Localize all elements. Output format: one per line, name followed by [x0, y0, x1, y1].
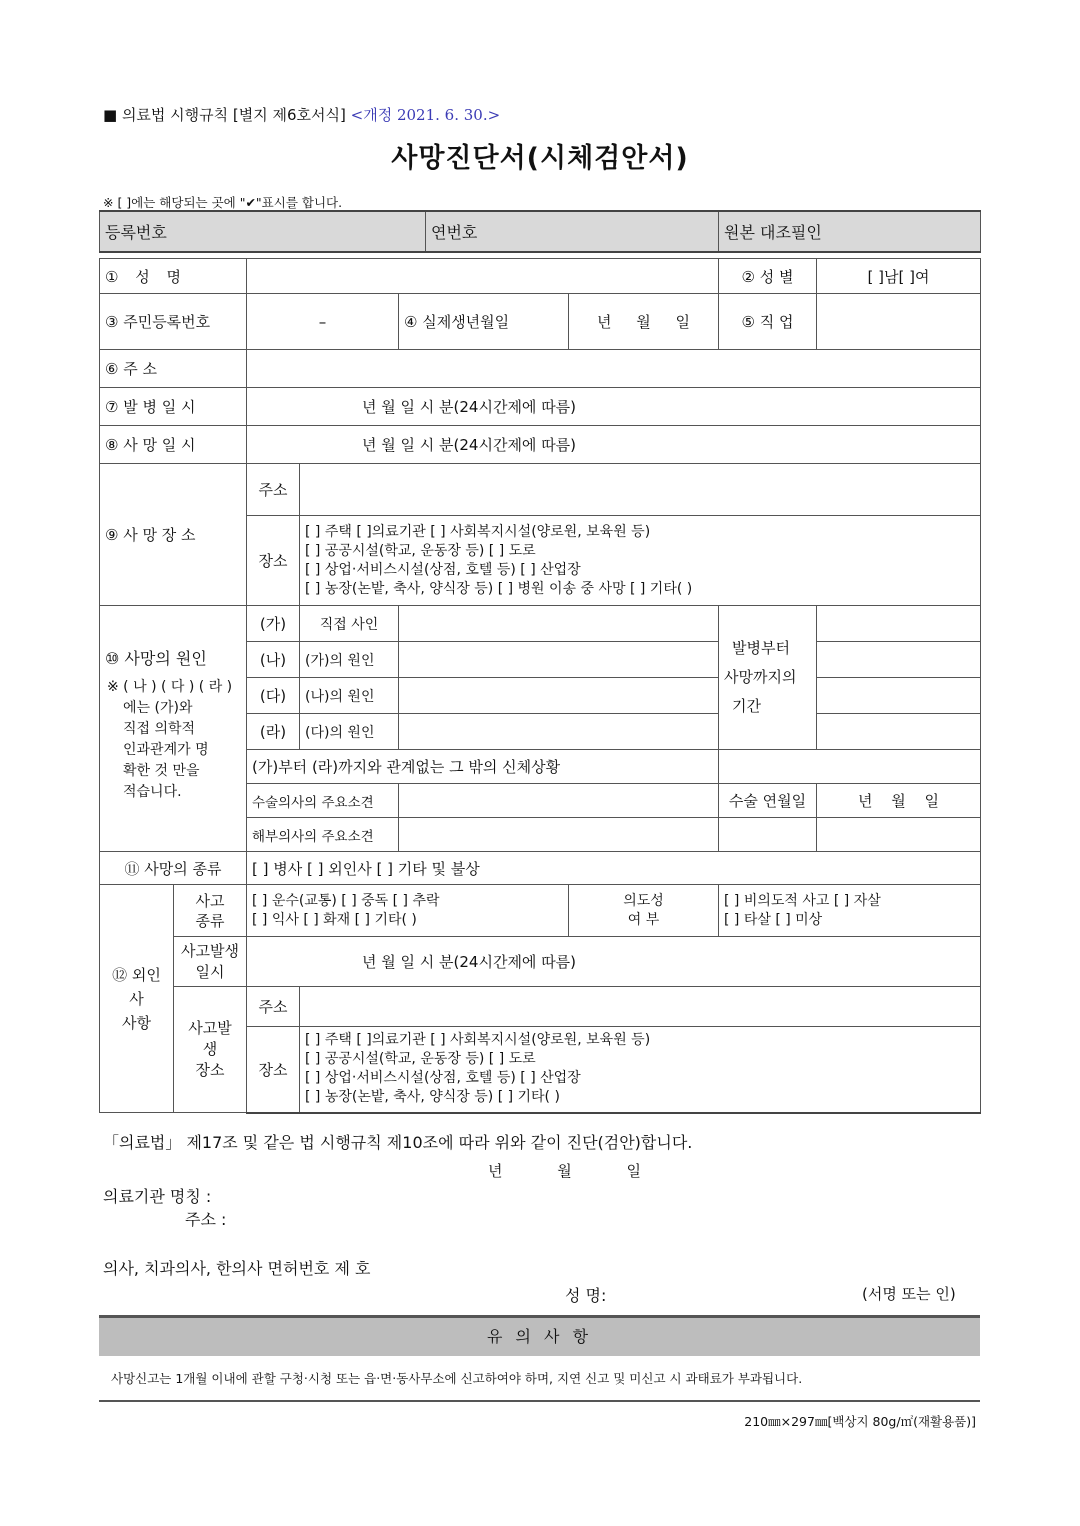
job-field[interactable]	[817, 294, 981, 350]
duration-label: 발병부터 사망까지의 기간	[719, 606, 817, 750]
address-label: ⑥ 주 소	[100, 350, 247, 388]
caution-text: 사망신고는 1개월 이내에 관할 구청‧시청 또는 읍‧면‧동사무소에 신고하여야 하며, 지연 신고 및 미신고 시 과태료가 부과됩니다.	[99, 1356, 980, 1402]
cause-field-a[interactable]	[399, 606, 719, 642]
death-time-field[interactable]: 년 월 일 시 분(24시간제에 따름)	[247, 426, 981, 464]
cause-key-c: (다)	[247, 678, 300, 714]
paper-spec: 210㎜×297㎜[백상지 80g/㎡(재활용품)]	[744, 1414, 976, 1429]
serial-no-field[interactable]: 연번호	[426, 211, 719, 252]
rrn-field[interactable]: –	[247, 294, 399, 350]
sex-options[interactable]: [ ]남[ ]여	[817, 259, 981, 294]
accident-addr-field[interactable]	[300, 987, 981, 1027]
duration-field-b[interactable]	[817, 642, 981, 678]
cause-field-d[interactable]	[399, 714, 719, 750]
birth-label: ④ 실제생년월일	[399, 294, 569, 350]
accident-time-field[interactable]: 년 월 일 시 분(24시간제에 따름)	[247, 937, 981, 987]
accident-place-options[interactable]: [ ] 주택 [ ]의료기관 [ ] 사회복지시설(양로원, 보육원 등) [ ] 공공시설(학교, 운동장 등) [ ] 도로 [ ] 상업‧서비스시설(상점, 호텔 등) [ ] 산업장 [ ] 농장(논밭, 축사, 양식장 등) [ ] 기타( )	[300, 1027, 981, 1113]
other-condition-label: (가)부터 (라)까지와 관계없는 그 밖의 신체상황	[247, 750, 719, 784]
accident-type-label: 사고 종류	[174, 885, 247, 937]
cause-label-block	[100, 606, 247, 852]
death-type-label: ⑪ 사망의 종류	[100, 852, 247, 885]
autopsy-blank-a	[719, 818, 817, 852]
birth-field[interactable]: 년 월 일	[569, 294, 719, 350]
page-title: 사망진단서(시체검안서)	[391, 143, 689, 174]
cause-key-b: (나)	[247, 642, 300, 678]
accident-addr-label: 주소	[247, 987, 300, 1027]
cause-field-c[interactable]	[399, 678, 719, 714]
death-time-label: ⑧ 사 망 일 시	[100, 426, 247, 464]
institution-name-label: 의료기관 명칭 :	[103, 1187, 212, 1206]
caution-title: 유 의 사 항	[99, 1315, 980, 1356]
main-form	[99, 258, 981, 1114]
duration-field-c[interactable]	[817, 678, 981, 714]
cause-text-b: (가)의 원인	[300, 642, 399, 678]
issue-date[interactable]: 년 월 일	[488, 1162, 642, 1180]
autopsy-blank-b	[817, 818, 981, 852]
duration-field-d[interactable]	[817, 714, 981, 750]
reg-no-field[interactable]: 등록번호	[100, 211, 426, 252]
cause-text-c: (나)의 원인	[300, 678, 399, 714]
cause-key-a: (가)	[247, 606, 300, 642]
accident-type-options[interactable]: [ ] 운수(교통) [ ] 중독 [ ] 추락 [ ] 익사 [ ] 화재 [ ] 기타( )	[247, 885, 569, 937]
institution-addr-label: 주소 :	[185, 1210, 227, 1229]
death-place-addr-field[interactable]	[300, 464, 981, 516]
death-place-options[interactable]: [ ] 주택 [ ]의료기관 [ ] 사회복지시설(양로원, 보육원 등) [ ] 공공시설(학교, 운동장 등) [ ] 도로 [ ] 상업‧서비스시설(상점, 호텔 등) [ ] 산업장 [ ] 농장(논밭, 축사, 양식장 등) [ ] 병원 이송 중 사망 [ ] 기타( )	[300, 516, 981, 606]
sex-label: ② 성 별	[719, 259, 817, 294]
onset-label: ⑦ 발 병 일 시	[100, 388, 247, 426]
death-place-addr-label: 주소	[247, 464, 300, 516]
death-place-type-label: 장소	[247, 516, 300, 606]
rrn-label: ③ 주민등록번호	[100, 294, 247, 350]
accident-place-label: 사고발 생 장소	[174, 987, 247, 1113]
external-cause-label: ⑫ 외인 사 사항	[100, 885, 174, 1113]
name-field[interactable]	[247, 259, 719, 294]
autopsy-findings-field[interactable]	[399, 818, 719, 852]
cause-field-b[interactable]	[399, 642, 719, 678]
surgeon-findings-field[interactable]	[399, 784, 719, 818]
autopsy-findings-label: 해부의사의 주요소견	[247, 818, 399, 852]
statement: 「의료법」 제17조 및 같은 법 시행규칙 제10조에 따라 위와 같이 진단(검안)합니다.	[103, 1133, 693, 1152]
check-note: ※ [ ]에는 해당되는 곳에 "✔"표시를 합니다.	[103, 195, 343, 210]
intent-options[interactable]: [ ] 비의도적 사고 [ ] 자살 [ ] 타살 [ ] 미상	[719, 885, 981, 937]
license-line: 의사, 치과의사, 한의사 면허번호 제 호	[103, 1259, 371, 1278]
signature-label: 성 명:	[565, 1286, 607, 1305]
address-field[interactable]	[247, 350, 981, 388]
job-label: ⑤ 직 업	[719, 294, 817, 350]
cause-text-a: 직접 사인	[300, 606, 399, 642]
signature-note: (서명 또는 인)	[862, 1285, 956, 1303]
other-condition-field[interactable]	[719, 750, 981, 784]
cause-label: ⑩ 사망의 원인	[105, 649, 207, 668]
death-type-options[interactable]: [ ] 병사 [ ] 외인사 [ ] 기타 및 불상	[247, 852, 981, 885]
death-place-label: ⑨ 사 망 장 소	[100, 464, 247, 606]
cause-text-d: (다)의 원인	[300, 714, 399, 750]
accident-time-label: 사고발생 일시	[174, 937, 247, 987]
name-label: ① 성 명	[100, 259, 247, 294]
accident-place-type-label: 장소	[247, 1027, 300, 1113]
stamp-field[interactable]: 원본 대조필인	[719, 211, 981, 252]
surgery-date-field[interactable]: 년 월 일	[817, 784, 981, 818]
cause-note: ※ ( 나 ) ( 다 ) ( 라 ) 에는 (가)와 직접 의학적 인과관계가 명 확한 것 만을 적습니다.	[107, 679, 233, 800]
cause-key-d: (라)	[247, 714, 300, 750]
intent-label: 의도성 여 부	[569, 885, 719, 937]
surgery-date-label: 수술 연월일	[719, 784, 817, 818]
amendment-date: <개정 2021. 6. 30.>	[350, 106, 501, 124]
duration-field-a[interactable]	[817, 606, 981, 642]
surgeon-findings-label: 수술의사의 주요소견	[247, 784, 399, 818]
law-reference: ■ 의료법 시행규칙 [별지 제6호서식] <개정 2021. 6. 30.>	[103, 106, 501, 124]
onset-field[interactable]: 년 월 일 시 분(24시간제에 따름)	[247, 388, 981, 426]
registration-header	[99, 210, 981, 253]
